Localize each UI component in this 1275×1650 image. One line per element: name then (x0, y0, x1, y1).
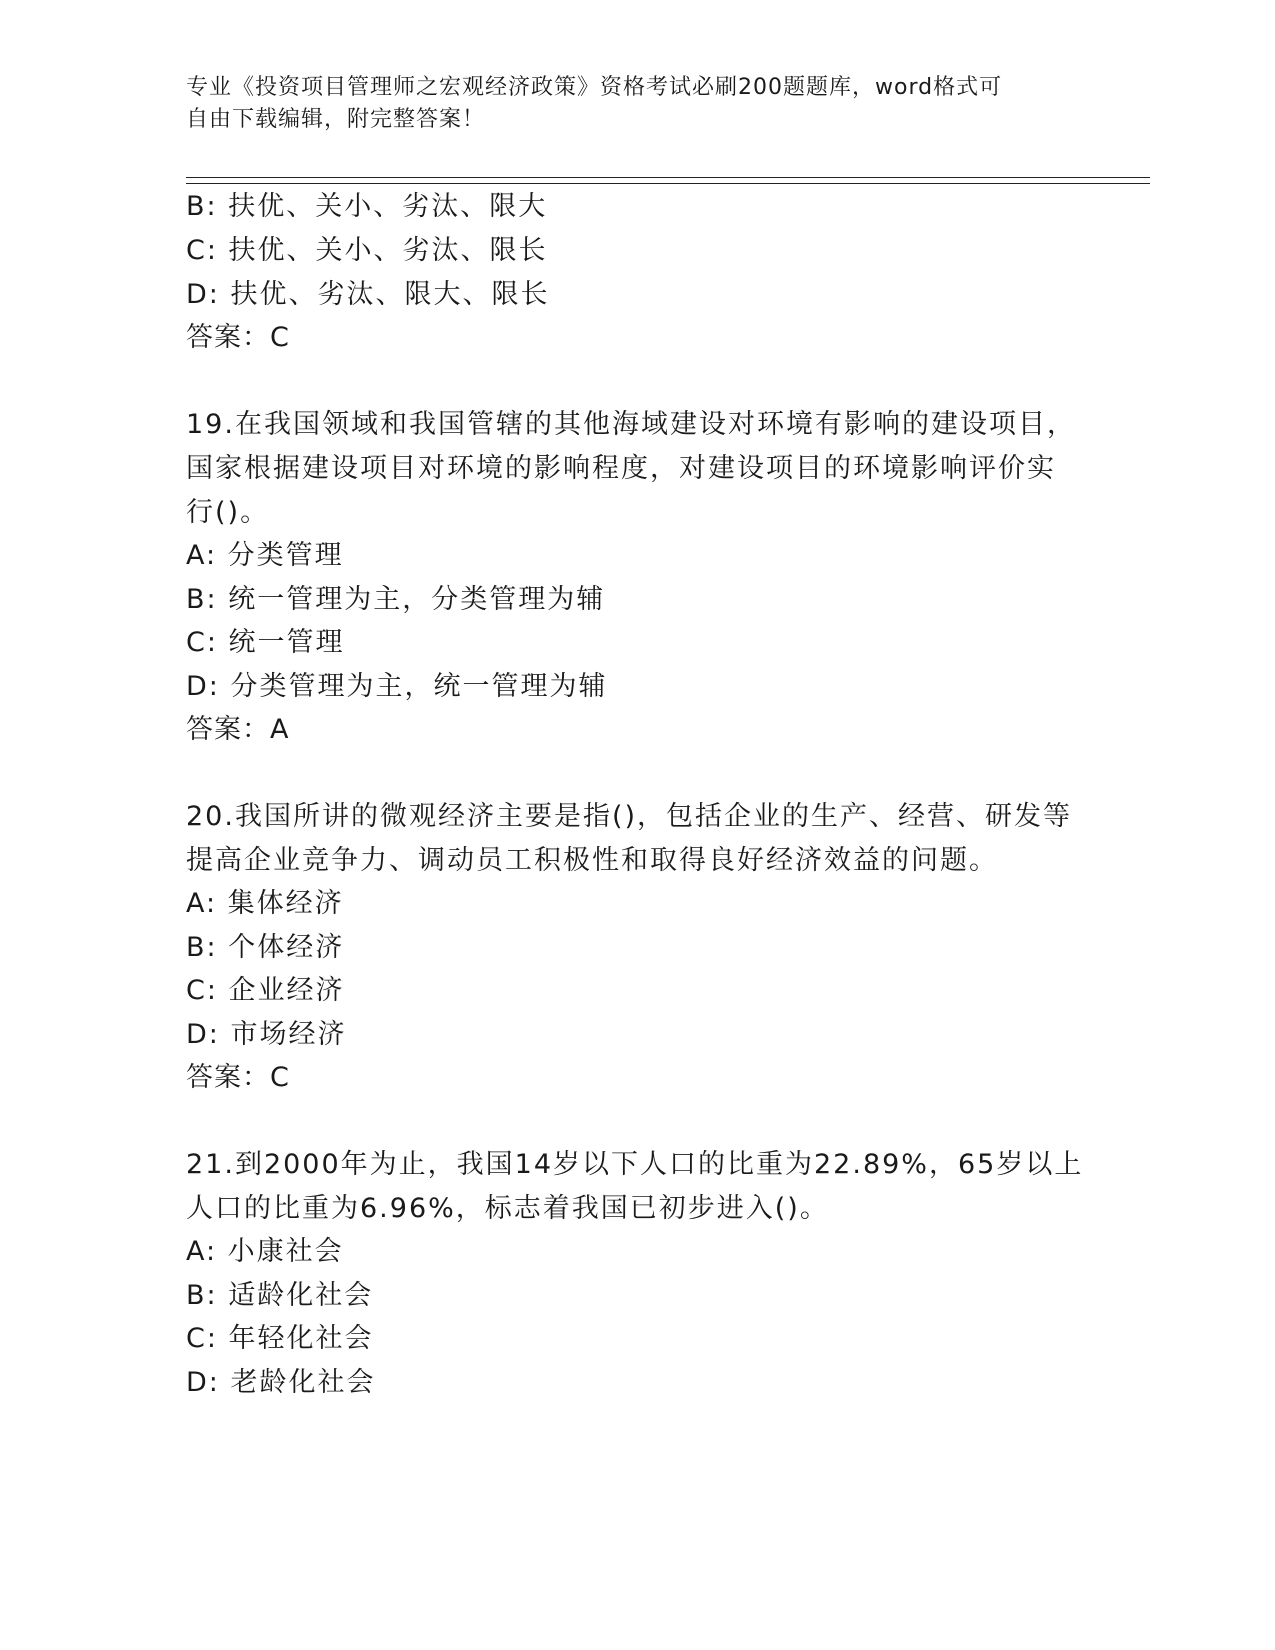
q19-option-d: D: 分类管理为主，统一管理为辅 (186, 671, 608, 702)
q21-option-a: A: 小康社会 (186, 1236, 344, 1267)
q19-option-b: B: 统一管理为主，分类管理为辅 (186, 584, 606, 615)
q19-option-c: C: 统一管理 (186, 627, 345, 658)
q19-stem-line-2: 国家根据建设项目对环境的影响程度，对建设项目的环境影响评价实 (186, 453, 1056, 484)
page-header (186, 72, 1066, 136)
q21-stem-line-2: 人口的比重为6.96%，标志着我国已初步进入()。 (186, 1193, 829, 1224)
q21-option-b: B: 适龄化社会 (186, 1280, 374, 1311)
header-divider-bottom (186, 183, 1150, 184)
header-divider-top (186, 177, 1150, 178)
q20-stem-line-1: 20.我国所讲的微观经济主要是指()，包括企业的生产、经营、研发等 (186, 801, 1073, 832)
q20-answer: 答案：C (186, 1062, 290, 1093)
header-line-2: 自由下载编辑，附完整答案！ (186, 107, 486, 132)
q18-option-d: D: 扶优、劣汰、限大、限长 (186, 279, 550, 310)
q20-option-a: A: 集体经济 (186, 888, 344, 919)
q20-option-d: D: 市场经济 (186, 1019, 347, 1050)
q19-answer: 答案：A (186, 714, 290, 745)
q20-option-b: B: 个体经济 (186, 932, 345, 963)
q18-option-c: C: 扶优、关小、劣汰、限长 (186, 235, 548, 266)
q19-stem-line-3: 行()。 (186, 497, 270, 528)
q21-option-c: C: 年轻化社会 (186, 1323, 374, 1354)
q21-stem-line-1: 21.到2000年为止，我国14岁以下人口的比重为22.89%，65岁以上 (186, 1149, 1084, 1180)
q18-option-b: B: 扶优、关小、劣汰、限大 (186, 191, 548, 222)
q19-option-a: A: 分类管理 (186, 540, 344, 571)
q21-option-d: D: 老龄化社会 (186, 1367, 376, 1398)
q20-option-c: C: 企业经济 (186, 975, 345, 1006)
q18-answer: 答案：C (186, 322, 290, 353)
q20-stem-line-2: 提高企业竞争力、调动员工积极性和取得良好经济效益的问题。 (186, 845, 998, 876)
header-line-1: 专业《投资项目管理师之宏观经济政策》资格考试必刷200题题库，word格式可 (186, 75, 1003, 100)
q19-stem-line-1: 19.在我国领域和我国管辖的其他海域建设对环境有影响的建设项目， (186, 409, 1076, 440)
